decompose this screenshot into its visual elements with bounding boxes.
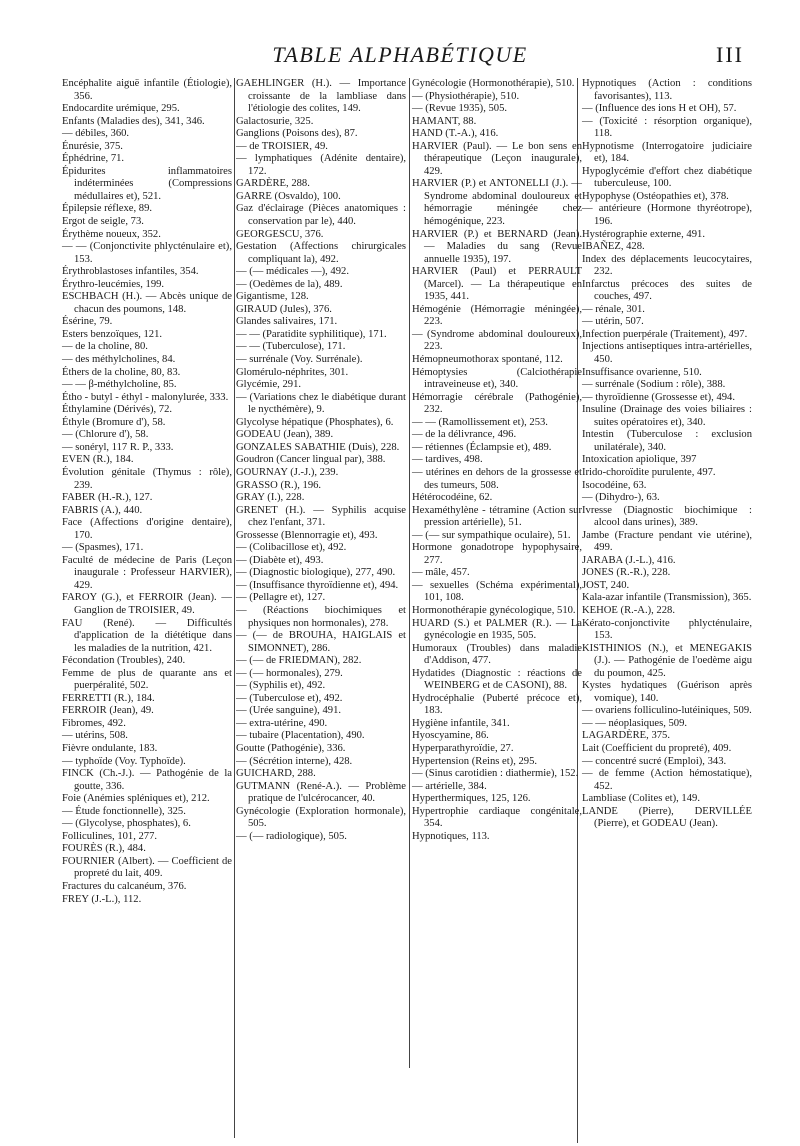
index-entry: — (— radiologique), 505. bbox=[236, 830, 347, 842]
index-entry: HARVIER (P.) et BERNARD (Jean). — Maladies du sang (Revue annuelle 1935), 197. bbox=[412, 228, 582, 265]
index-entry: HUARD (S.) et PALMER (R.). — La gynécologie en 1935, 505. bbox=[412, 617, 582, 642]
index-entry: — — β-méthylcholine, 85. bbox=[62, 379, 177, 391]
index-entry: — concentré sucré (Emploi), 343. bbox=[582, 755, 727, 767]
index-entry: — (Variations chez le diabétique durant le nycthémère), 9. bbox=[236, 391, 406, 416]
index-entry: Insuline (Drainage des voies biliaires : suites opératoires et), 340. bbox=[582, 404, 752, 428]
index-entry: Galactosurie, 325. bbox=[236, 115, 314, 127]
page-header bbox=[0, 40, 800, 72]
index-entry: Étho - butyl - éthyl - malonylurée, 333. bbox=[62, 391, 229, 403]
index-entry: — — néoplasiques, 509. bbox=[582, 717, 688, 729]
index-entry: Infarctus précoces des suites de couches, 497. bbox=[582, 278, 752, 303]
index-entry: — (Urée sanguine), 491. bbox=[236, 705, 342, 717]
index-entry: Éthylamine (Dérivés), 72. bbox=[62, 404, 173, 416]
index-entry: Épilepsie réflexe, 89. bbox=[62, 203, 153, 215]
index-entry: — — (Ramollissement et), 253. bbox=[412, 416, 548, 428]
index-entry: GRASSO (R.), 196. bbox=[236, 479, 322, 491]
index-entry: — utérin, 507. bbox=[582, 316, 644, 328]
index-entry: Irido-choroïdite purulente, 497. bbox=[582, 466, 716, 478]
index-entry: Injections antiseptiques intra-artérielles, 450. bbox=[582, 341, 752, 366]
index-entry: FAROY (G.), et FERROIR (Jean). — Ganglion de TROISIER, 49. bbox=[62, 592, 232, 616]
index-entry: Hydatides (Diagnostic : réactions de WEINBERG et de CASONI), 88. bbox=[412, 667, 582, 692]
index-entry: — artérielle, 384. bbox=[412, 780, 487, 792]
index-entry: Fièvre ondulante, 183. bbox=[62, 742, 158, 754]
index-entry: Intestin (Tuberculose : exclusion unilatérale), 340. bbox=[582, 429, 752, 453]
index-entry: Kérato-conjonctivite phlycténulaire, 153. bbox=[582, 617, 752, 642]
index-entry: Gynécologie (Exploration hormonale), 505. bbox=[236, 805, 406, 830]
index-entry: — (Insuffisance thyroïdienne et), 494. bbox=[236, 579, 399, 591]
index-entry: Hyperparathyroïdie, 27. bbox=[412, 742, 514, 754]
index-entry: GRENET (H.). — Syphilis acquise chez l'enfant, 371. bbox=[236, 504, 406, 529]
index-entry: — rénale, 301. bbox=[582, 303, 645, 315]
index-entry: Hyperthermiques, 125, 126. bbox=[412, 793, 531, 805]
index-entry: HARVIER (P.) et ANTONELLI (J.). — Syndrome abdominal douloureux et hémorragie méningée chez hémogénique, 223. bbox=[412, 178, 582, 228]
index-entry: Éthyle (Bromure d'), 58. bbox=[62, 416, 166, 428]
index-entry: Hypertrophie cardiaque congénitale, 354. bbox=[412, 805, 582, 830]
index-entry: Hémoptysies (Calciothérapie intraveineuse et), 340. bbox=[412, 366, 582, 391]
index-entry: — de la délivrance, 496. bbox=[412, 429, 517, 441]
index-entry: EVEN (R.), 184. bbox=[62, 454, 134, 466]
index-entry: — (Syndrome abdominal douloureux), 223. bbox=[412, 328, 582, 353]
index-entry: FOURÈS (R.), 484. bbox=[62, 843, 146, 855]
index-entry: — (— hormonales), 279. bbox=[236, 667, 343, 679]
index-entry: Face (Affections d'origine dentaire), 170. bbox=[62, 517, 232, 541]
index-entry: KEHOE (R.-A.), 228. bbox=[582, 604, 675, 616]
index-entry: GOURNAY (J.-J.), 239. bbox=[236, 466, 339, 478]
index-entry: — (Dihydro-), 63. bbox=[582, 492, 660, 504]
running-title: TABLE ALPHABÉTIQUE bbox=[272, 42, 528, 67]
index-entry: HAND (T.-A.), 416. bbox=[412, 128, 499, 140]
index-entry: — Étude fonctionnelle), 325. bbox=[62, 805, 186, 817]
index-column-3 bbox=[412, 78, 582, 843]
index-entry: — (Influence des ions H et OH), 57. bbox=[582, 103, 737, 115]
index-entry: — (Glycolyse, phosphates), 6. bbox=[62, 818, 191, 830]
index-entry: Hormone gonadotrope hypophysaire, 277. bbox=[412, 542, 582, 566]
index-entry: IBAÑEZ, 428. bbox=[582, 241, 645, 253]
index-entry: Insuffisance ovarienne, 510. bbox=[582, 366, 702, 378]
index-entry: Hémogénie (Hémorragie méningée), 223. bbox=[412, 303, 582, 328]
index-entry: Ésérine, 79. bbox=[62, 316, 113, 328]
index-entry: Épidurites inflammatoires indéterminées (Compressions médullaires et), 521. bbox=[62, 165, 232, 202]
index-entry: Fractures du calcanéum, 376. bbox=[62, 881, 187, 892]
index-entry: Fibromes, 492. bbox=[62, 717, 126, 729]
index-entry: — (Sécrétion interne), 428. bbox=[236, 755, 353, 767]
index-entry: GEORGESCU, 376. bbox=[236, 228, 324, 240]
index-entry: — (Diagnostic biologique), 277, 490. bbox=[236, 567, 396, 579]
index-entry: Ganglions (Poisons des), 87. bbox=[236, 128, 358, 140]
index-entry: — (Chlorure d'), 58. bbox=[62, 429, 149, 441]
index-entry: Hypophyse (Ostéopathies et), 378. bbox=[582, 190, 729, 202]
index-entry: HAMANT, 88. bbox=[412, 115, 477, 127]
index-entry: — lymphatiques (Adénite dentaire), 172. bbox=[236, 153, 406, 177]
index-entry: — typhoïde (Voy. Typhoïde). bbox=[62, 755, 186, 767]
index-entry: Humoraux (Troubles) dans maladie d'Addison, 477. bbox=[412, 642, 582, 667]
index-entry: LANDE (Pierre), DERVILLÉE (Pierre), et GODEAU (Jean). bbox=[582, 805, 752, 830]
index-entry: FABER (H.-R.), 127. bbox=[62, 492, 153, 504]
index-entry: GARRE (Osvaldo), 100. bbox=[236, 190, 341, 202]
index-entry: Kala-azar infantile (Transmission), 365. bbox=[582, 592, 752, 604]
index-entry: GIRAUD (Jules), 376. bbox=[236, 303, 332, 315]
index-entry: — (— de BROUHA, HAIGLAIS et SIMONNET), 286. bbox=[236, 630, 406, 654]
index-entry: GAEHLINGER (H.). — Importance croissante de la lambliase dans l'étiologie des colites, 149. bbox=[236, 78, 406, 115]
index-entry: LAGARDÈRE, 375. bbox=[582, 730, 670, 742]
index-entry: — (Physiothérapie), 510. bbox=[412, 90, 520, 102]
index-entry: — — (Conjonctivite phlycténulaire et), 153. bbox=[62, 241, 232, 265]
index-entry: Hexaméthylène - tétramine (Action sur pression artérielle), 51. bbox=[412, 504, 582, 529]
index-entry: — de la choline, 80. bbox=[62, 341, 148, 353]
index-entry: Éphédrine, 71. bbox=[62, 153, 125, 165]
index-entry: — débiles, 360. bbox=[62, 128, 130, 140]
index-entry: FOURNIER (Albert). — Coefficient de propreté du lait, 409. bbox=[62, 855, 232, 880]
index-entry: — (Toxicité : résorption organique), 118. bbox=[582, 115, 752, 140]
index-entry: Gestation (Affections chirurgicales compliquant la), 492. bbox=[236, 241, 406, 265]
index-entry: — (Revue 1935), 505. bbox=[412, 103, 508, 115]
index-entry: Hypnotiques, 113. bbox=[412, 830, 490, 842]
index-entry: — sonéryl, 117 R. P., 333. bbox=[62, 441, 174, 453]
index-entry: Jambe (Fracture pendant vie utérine), 499. bbox=[582, 529, 752, 554]
index-entry: — surrénale (Sodium : rôle), 388. bbox=[582, 379, 726, 391]
index-entry: — (— sur sympathique oculaire), 51. bbox=[412, 529, 571, 541]
index-entry: Hypnotiques (Action : conditions favorisantes), 113. bbox=[582, 78, 752, 102]
index-entry: Gigantisme, 128. bbox=[236, 291, 309, 303]
index-entry: — de femme (Action hémostatique), 452. bbox=[582, 768, 752, 792]
index-entry: JOST, 240. bbox=[582, 579, 630, 591]
index-entry: FAU (René). — Difficultés d'application de la diététique dans les maladies de la nutrition, 421. bbox=[62, 617, 232, 654]
index-entry: Hormonothérapie gynécologique, 510. bbox=[412, 604, 576, 616]
index-entry: — (Tuberculose et), 492. bbox=[236, 692, 343, 704]
index-entry: Infection puerpérale (Traitement), 497. bbox=[582, 328, 748, 340]
index-entry: Faculté de médecine de Paris (Leçon inaugurale : Professeur HARVIER), 429. bbox=[62, 554, 232, 591]
index-entry: FERRETTI (R.), 184. bbox=[62, 692, 155, 704]
index-entry: — (Sinus carotidien : diathermie), 152. bbox=[412, 768, 579, 780]
index-entry: HARVIER (Paul) et PERRAULT (Marcel). — La thérapeutique en 1935, 441. bbox=[412, 266, 582, 303]
index-entry: Ivresse (Diagnostic biochimique : alcool dans urines), 389. bbox=[582, 504, 752, 529]
index-entry: Intoxication apiolique, 397 bbox=[582, 454, 697, 466]
index-entry: — utérins, 508. bbox=[62, 730, 128, 742]
index-entry: Grossesse (Blennorragie et), 493. bbox=[236, 529, 378, 541]
index-entry: Hypoglycémie d'effort chez diabétique tuberculeuse, 100. bbox=[582, 165, 752, 190]
index-entry: — (Pellagre et), 127. bbox=[236, 592, 326, 604]
index-entry: Lait (Coefficient du propreté), 409. bbox=[582, 742, 732, 754]
index-entry: Érythème noueux, 352. bbox=[62, 228, 161, 240]
index-entry: — — (Tuberculose), 171. bbox=[236, 341, 346, 353]
index-entry: — (Syphilis et), 492. bbox=[236, 680, 326, 692]
index-entry: FERROIR (Jean), 49. bbox=[62, 705, 154, 717]
index-entry: — rétiennes (Éclampsie et), 489. bbox=[412, 441, 552, 453]
index-entry: Femme de plus de quarante ans et puerpéralité, 502. bbox=[62, 667, 232, 692]
index-entry: GARDÈRE, 288. bbox=[236, 178, 310, 190]
index-entry: Énurésie, 375. bbox=[62, 140, 123, 152]
index-entry: Éthers de la choline, 80, 83. bbox=[62, 366, 181, 378]
index-entry: Foie (Anémies spléniques et), 212. bbox=[62, 793, 210, 805]
index-entry: Gynécologie (Hormonothérapie), 510. bbox=[412, 78, 575, 89]
index-entry: — thyroïdienne (Grossesse et), 494. bbox=[582, 391, 735, 403]
index-entry: Glycémie, 291. bbox=[236, 379, 302, 391]
index-entry: Esters benzoïques, 121. bbox=[62, 328, 163, 340]
index-entry: FREY (J.-L.), 112. bbox=[62, 893, 142, 905]
index-entry: — (— de FRIEDMAN), 282. bbox=[236, 655, 362, 667]
index-entry: — antérieure (Hormone thyréotrope), 196. bbox=[582, 203, 752, 228]
index-entry: — (Diabète et), 493. bbox=[236, 554, 324, 566]
index-column-1 bbox=[62, 78, 232, 906]
index-entry: GUICHARD, 288. bbox=[236, 768, 316, 780]
index-entry: Hypnotisme (Interrogatoire judiciaire et), 184. bbox=[582, 140, 752, 165]
index-entry: Index des déplacements leucocytaires, 232. bbox=[582, 253, 752, 278]
index-entry: Ergot de seigle, 73. bbox=[62, 216, 144, 228]
index-entry: Goudron (Cancer lingual par), 388. bbox=[236, 454, 386, 466]
index-entry: Goutte (Pathogénie), 336. bbox=[236, 742, 346, 754]
index-entry: Kystes hydatiques (Guérison après vomique), 140. bbox=[582, 680, 752, 704]
index-entry: Glycolyse hépatique (Phosphates), 6. bbox=[236, 416, 394, 428]
index-entry: HARVIER (Paul). — Le bon sens en thérapeutique (Leçon inaugurale), 429. bbox=[412, 140, 582, 177]
index-entry: Glomérulo-néphrites, 301. bbox=[236, 366, 349, 378]
index-entry: — ovariens folliculino-lutéiniques, 509. bbox=[582, 705, 752, 717]
index-entry: Lambliase (Colites et), 149. bbox=[582, 793, 700, 805]
index-entry: FINCK (Ch.-J.). — Pathogénie de la goutte, 336. bbox=[62, 768, 232, 792]
index-entry: — tubaire (Placentation), 490. bbox=[236, 730, 365, 742]
index-entry: Fécondation (Troubles), 240. bbox=[62, 655, 186, 667]
index-entry: — tardives, 498. bbox=[412, 454, 483, 466]
index-entry: GODEAU (Jean), 389. bbox=[236, 429, 334, 441]
index-column-2 bbox=[236, 78, 406, 843]
index-entry: GUTMANN (René-A.). — Problème pratique de l'ulcérocancer, 40. bbox=[236, 780, 406, 805]
index-entry: Folliculines, 101, 277. bbox=[62, 830, 158, 842]
index-entry: JARABA (J.-L.), 416. bbox=[582, 554, 676, 566]
index-entry: — utérines en dehors de la grossesse et des tumeurs, 508. bbox=[412, 466, 582, 491]
index-entry: Hyoscyamine, 86. bbox=[412, 730, 489, 742]
index-entry: KISTHINIOS (N.), et MENEGAKIS (J.). — Pathogénie de l'oedème aigu du poumon, 425. bbox=[582, 642, 752, 679]
index-entry: ESCHBACH (H.). — Abcès unique de chacun des poumons, 148. bbox=[62, 291, 232, 315]
index-entry: — (Réactions biochimiques et physiques non hormonales), 278. bbox=[236, 604, 406, 629]
index-column-4 bbox=[582, 78, 752, 831]
index-entry: GONZALES SABATHIE (Duis), 228. bbox=[236, 441, 400, 453]
index-entry: — — (Paratidite syphilitique), 171. bbox=[236, 328, 387, 340]
index-entry: — sexuelles (Schéma expérimental), 101, 108. bbox=[412, 579, 582, 604]
index-entry: — (— médicales —), 492. bbox=[236, 266, 349, 278]
index-entry: Isocodéine, 63. bbox=[582, 479, 647, 491]
index-entry: JONES (R.-R.), 228. bbox=[582, 567, 671, 579]
index-entry: Hypertension (Reins et), 295. bbox=[412, 755, 538, 767]
index-entry: Hygiène infantile, 341. bbox=[412, 717, 510, 729]
page-number: III bbox=[716, 42, 744, 67]
index-columns bbox=[62, 78, 768, 1138]
index-entry: — (Oedèmes de la), 489. bbox=[236, 278, 343, 290]
index-entry: — mâle, 457. bbox=[412, 567, 470, 579]
index-entry: GRAY (I.), 228. bbox=[236, 492, 305, 504]
index-entry: Endocardite urémique, 295. bbox=[62, 103, 180, 115]
index-entry: Hétérocodéine, 62. bbox=[412, 492, 493, 504]
index-entry: Encéphalite aiguë infantile (Étiologie), 356. bbox=[62, 78, 232, 102]
index-entry: Enfants (Maladies des), 341, 346. bbox=[62, 115, 205, 127]
index-entry: — de TROISIER, 49. bbox=[236, 140, 328, 152]
index-entry: — (Spasmes), 171. bbox=[62, 542, 144, 554]
index-entry: Érythroblastoses infantiles, 354. bbox=[62, 266, 199, 278]
index-entry: Gaz d'éclairage (Pièces anatomiques : conservation par le), 440. bbox=[236, 203, 406, 228]
index-entry: Érythro-leucémies, 199. bbox=[62, 278, 165, 290]
index-entry: Hémopneumothorax spontané, 112. bbox=[412, 354, 563, 366]
index-entry: FABRIS (A.), 440. bbox=[62, 504, 143, 516]
index-entry: — des méthylcholines, 84. bbox=[62, 354, 176, 366]
index-entry: Évolution génitale (Thymus : rôle), 239. bbox=[62, 466, 232, 491]
index-entry: Glandes salivaires, 171. bbox=[236, 316, 338, 328]
index-entry: Hémorragie cérébrale (Pathogénie), 232. bbox=[412, 391, 582, 416]
index-entry: — extra-utérine, 490. bbox=[236, 717, 328, 729]
index-entry: Hydrocéphalie (Puberté précoce et), 183. bbox=[412, 692, 582, 717]
index-entry: — (Colibacillose et), 492. bbox=[236, 542, 347, 554]
index-entry: — surrénale (Voy. Surrénale). bbox=[236, 354, 363, 366]
index-entry: Hystérographie externe, 491. bbox=[582, 228, 705, 240]
